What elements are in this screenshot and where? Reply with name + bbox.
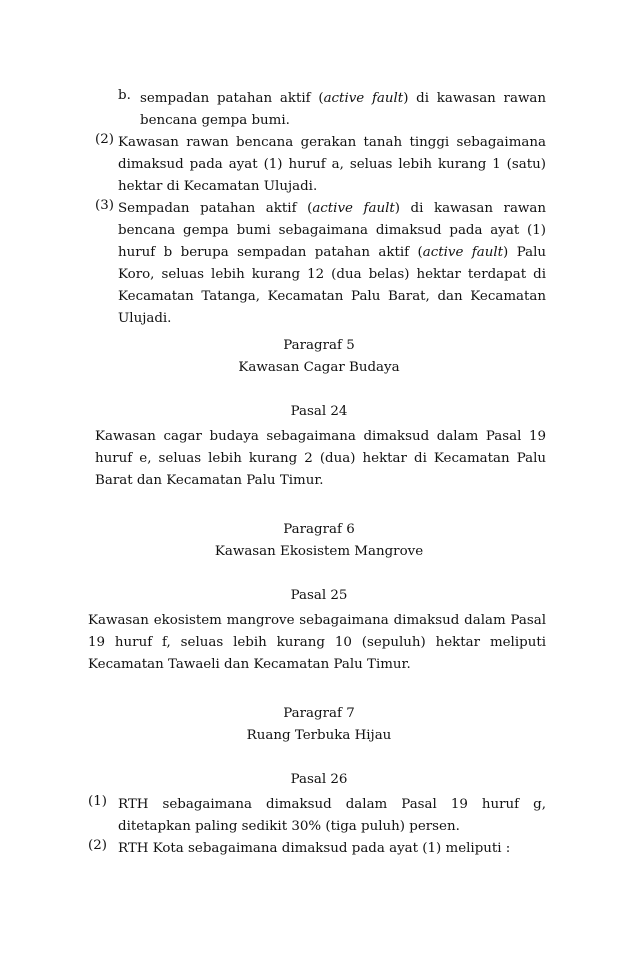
pasal-26-ayat-1-text: RTH sebagaimana dimaksud dalam Pasal 19 huruf g, ditetapkan paling sedikit 30% (tiga puluh) persen. xyxy=(118,797,546,834)
ayat-marker-3: (3) xyxy=(95,198,114,213)
ayat-2-text: Kawasan rawan bencana gerakan tanah tinggi sebagaimana dimaksud pada ayat (1) huruf a, seluas lebih kurang 1 (satu) hektar di Kecamatan Ulujadi. xyxy=(118,135,546,194)
pasal-25-heading: Pasal 25 xyxy=(290,588,348,603)
paragraf-5-heading: Paragraf 5 xyxy=(283,338,355,353)
pasal-25-text: Kawasan ekosistem mangrove sebagaimana dimaksud dalam Pasal 19 huruf f, seluas lebih kurang 10 (sepuluh) hektar meliputi Kecamatan Tawaeli dan Kecamatan Palu Timur. xyxy=(88,613,546,672)
paragraf-6-title: Kawasan Ekosistem Mangrove xyxy=(214,544,424,559)
paragraf-7-title: Ruang Terbuka Hijau xyxy=(246,728,392,743)
pasal-26-heading: Pasal 26 xyxy=(290,772,348,787)
pasal-26-ayat-marker-2: (2) xyxy=(88,838,107,853)
pasal-24-text: Kawasan cagar budaya sebagaimana dimaksud dalam Pasal 19 huruf e, seluas lebih kurang 2 (dua) hektar di Kecamatan Palu Barat dan Kecamatan Palu Timur. xyxy=(95,429,546,488)
pasal-24-heading: Pasal 24 xyxy=(290,404,348,419)
pasal-26-ayat-marker-1: (1) xyxy=(88,794,107,809)
paragraf-6-heading: Paragraf 6 xyxy=(283,522,355,537)
list-marker-b: b. xyxy=(118,88,131,103)
paragraf-7-heading: Paragraf 7 xyxy=(283,706,355,721)
ayat-marker-2: (2) xyxy=(95,132,114,147)
ayat-3-text: Sempadan patahan aktif (active fault) di kawasan rawan bencana gempa bumi sebagaimana dimaksud pada ayat (1) huruf b berupa sempadan patahan aktif (active fault) Palu Koro, seluas lebih kurang 12 (dua belas) hektar terdapat di Kecamatan Tatanga, Kecamatan Palu Barat, dan Kecamatan Ulujadi. xyxy=(118,201,546,326)
list-item-b: sempadan patahan aktif (active fault) di kawasan rawan bencana gempa bumi. xyxy=(140,91,547,128)
paragraf-5-title: Kawasan Cagar Budaya xyxy=(238,360,400,375)
pasal-26-ayat-2-text: RTH Kota sebagaimana dimaksud pada ayat (1) meliputi : xyxy=(118,841,511,856)
